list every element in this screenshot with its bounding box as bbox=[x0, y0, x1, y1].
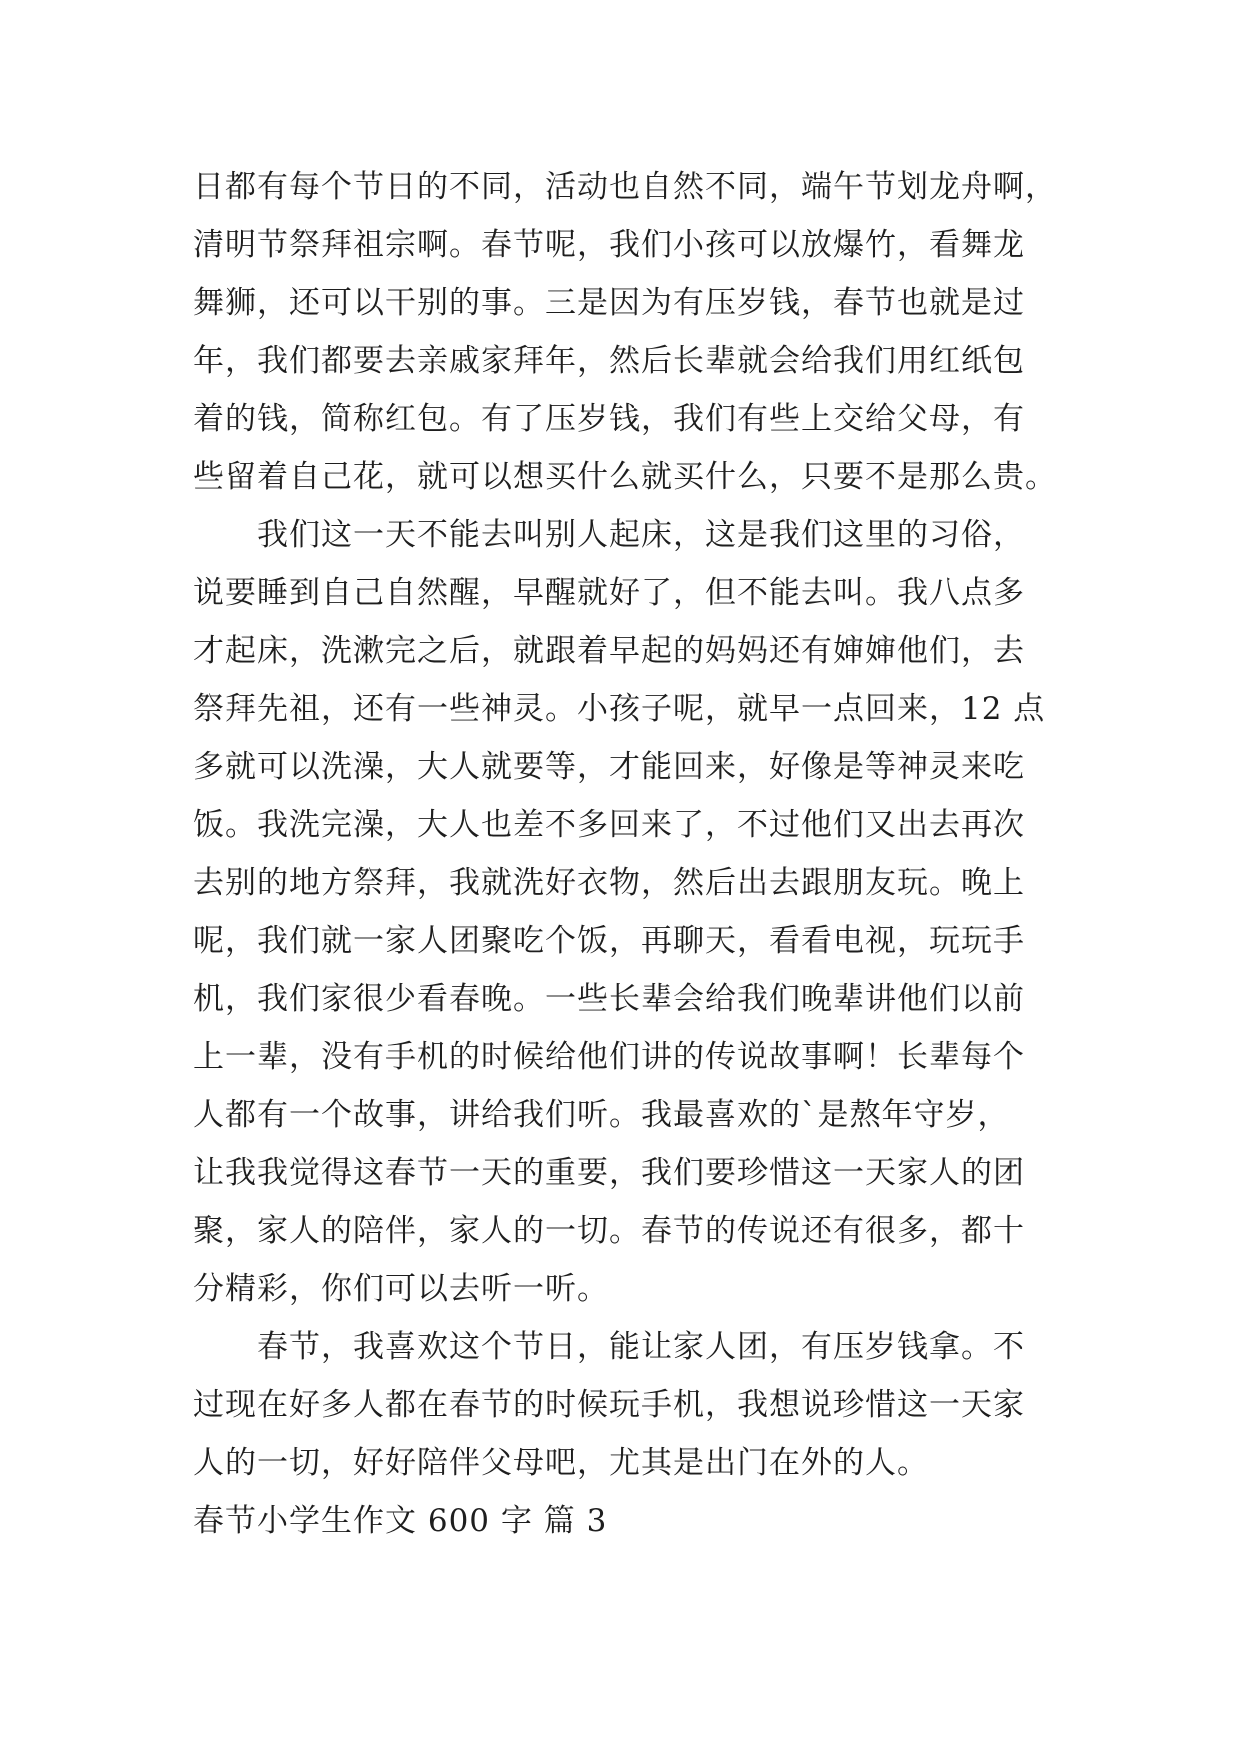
text-line: 去别的地方祭拜，我就洗好衣物，然后出去跟朋友玩。晚上 bbox=[193, 865, 1025, 901]
text-line: 才起床，洗漱完之后，就跟着早起的妈妈还有婶婶他们，去 bbox=[193, 633, 1025, 669]
text-line: 机，我们家很少看春晚。一些长辈会给我们晚辈讲他们以前 bbox=[193, 981, 1025, 1017]
text-line: 着的钱，简称红包。有了压岁钱，我们有些上交给父母，有 bbox=[193, 401, 1025, 437]
text-line: 上一辈，没有手机的时候给他们讲的传说故事啊！长辈每个 bbox=[193, 1039, 1025, 1075]
essay-body bbox=[193, 158, 1073, 1550]
text-line: 呢，我们就一家人团聚吃个饭，再聊天，看看电视，玩玩手 bbox=[193, 923, 1025, 959]
text-line: 舞狮，还可以干别的事。三是因为有压岁钱，春节也就是过 bbox=[193, 285, 1025, 321]
text-line: 分精彩，你们可以去听一听。 bbox=[193, 1271, 609, 1307]
text-line: 些留着自己花，就可以想买什么就买什么，只要不是那么贵。 bbox=[193, 459, 1057, 495]
section-heading: 春节小学生作文 600 字 篇 3 bbox=[193, 1503, 608, 1539]
text-line: 过现在好多人都在春节的时候玩手机，我想说珍惜这一天家 bbox=[193, 1387, 1025, 1423]
text-line: 日都有每个节日的不同，活动也自然不同，端午节划龙舟啊， bbox=[193, 169, 1057, 205]
text-line: 饭。我洗完澡，大人也差不多回来了，不过他们又出去再次 bbox=[193, 807, 1025, 843]
text-line: 清明节祭拜祖宗啊。春节呢，我们小孩可以放爆竹，看舞龙 bbox=[193, 227, 1025, 263]
text-line: 说要睡到自己自然醒，早醒就好了，但不能去叫。我八点多 bbox=[193, 575, 1025, 611]
text-line: 让我我觉得这春节一天的重要，我们要珍惜这一天家人的团 bbox=[193, 1155, 1025, 1191]
text-line: 春节，我喜欢这个节日，能让家人团，有压岁钱拿。不 bbox=[193, 1329, 1025, 1365]
text-line: 多就可以洗澡，大人就要等，才能回来，好像是等神灵来吃 bbox=[193, 749, 1025, 785]
text-line: 我们这一天不能去叫别人起床，这是我们这里的习俗， bbox=[193, 517, 1025, 553]
text-line: 人都有一个故事，讲给我们听。我最喜欢的`是熬年守岁， bbox=[193, 1097, 1010, 1133]
text-line: 聚，家人的陪伴，家人的一切。春节的传说还有很多，都十 bbox=[193, 1213, 1025, 1249]
text-line: 年，我们都要去亲戚家拜年，然后长辈就会给我们用红纸包 bbox=[193, 343, 1025, 379]
text-line: 祭拜先祖，还有一些神灵。小孩子呢，就早一点回来，12 点 bbox=[193, 691, 1046, 727]
text-line: 人的一切，好好陪伴父母吧，尤其是出门在外的人。 bbox=[193, 1445, 929, 1481]
